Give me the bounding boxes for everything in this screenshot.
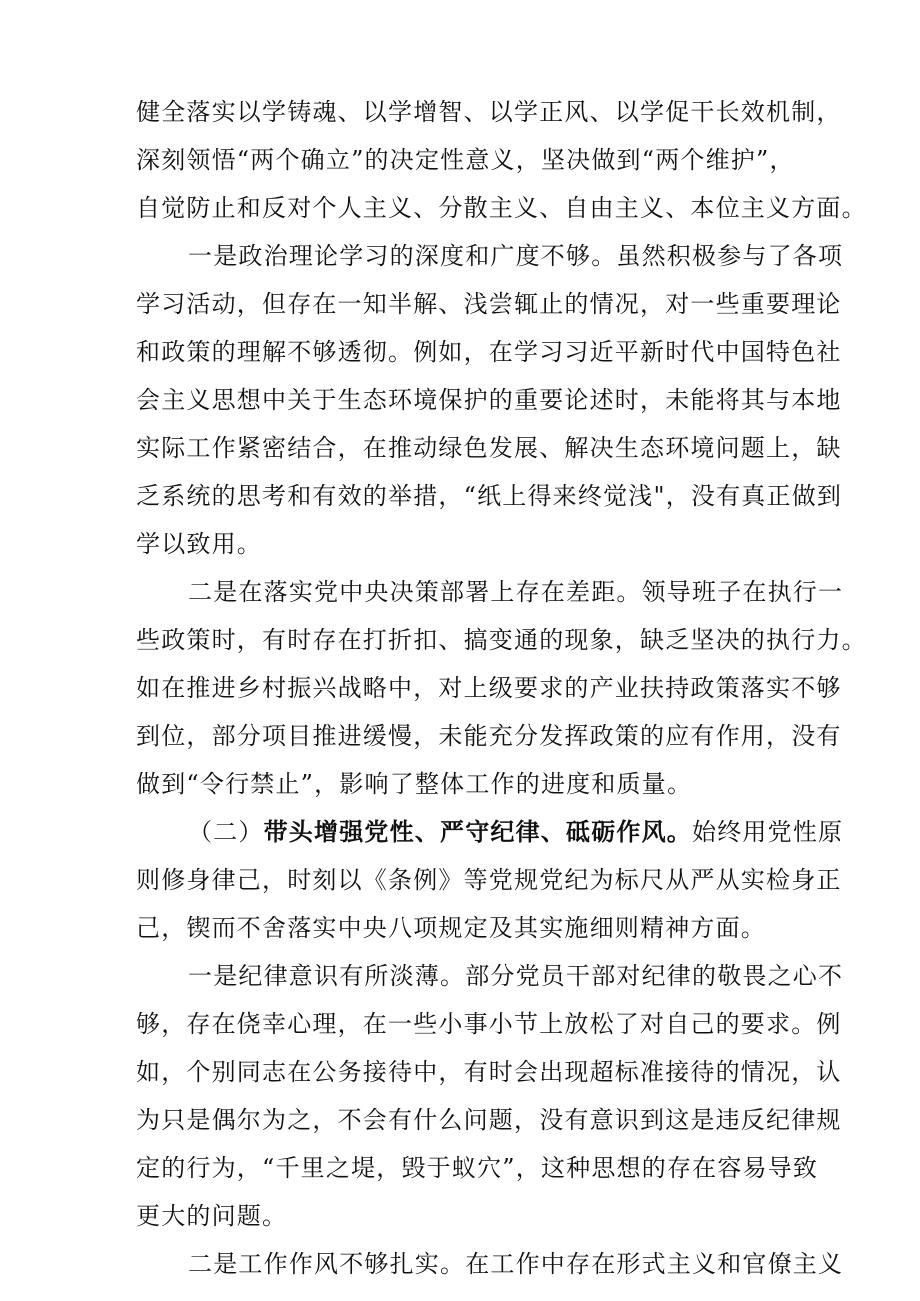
text-line: 如在推进乡村振兴战略中，对上级要求的产业扶持政策落实不够 [136,674,842,702]
text-line: 一是政治理论学习的深度和广度不够。虽然积极参与了各项 [188,242,844,270]
text-line: 如，个别同志在公务接待中，有时会出现超标准接待的情况，认 [136,1058,842,1086]
text-line: 乏系统的思考和有效的举措，“纸上得来终觉浅"，没有真正做到 [136,482,843,510]
paragraph-work-style [136,1240,844,1288]
text-line: 为只是偶尔为之，不会有什么问题，没有意识到这是违反纪律规 [136,1106,842,1134]
text-line: 学习活动，但存在一知半解、浅尝辄止的情况，对一些重要理论 [136,290,842,318]
text-line: 更大的问题。 [136,1202,288,1230]
text-line: 些政策时，有时存在打折扣、搞变通的现象，缺乏坚决的执行力。 [136,626,867,654]
paragraph-discipline [136,952,844,1240]
text-line: 到位，部分项目推进缓慢，未能充分发挥政策的应有作用，没有 [136,722,842,750]
paragraph-political-theory [136,232,844,568]
text-line: 一是纪律意识有所淡薄。部分党员干部对纪律的敬畏之心不 [188,962,844,990]
text-line: 定的行为，“千里之堤，毁于蚁穴”，这种思想的存在容易导致 [136,1154,819,1182]
text-line: 健全落实以学铸魂、以学增智、以学正风、以学促干长效机制， [136,98,842,126]
text-line: 自觉防止和反对个人主义、分散主义、自由主义、本位主义方面。 [136,194,867,222]
text-line: 己，锲而不舍落实中央八项规定及其实施细则精神方面。 [136,914,766,942]
text-line: 学以致用。 [136,530,262,558]
section-heading-two [136,808,844,952]
section-heading: 带头增强党性、严守纪律、砥砺作风。 [263,817,693,846]
text-line: 二是在落实党中央决策部署上存在差距。领导班子在执行一 [188,578,844,606]
text-line: 则修身律己，时刻以《条例》等党规党纪为标尺从严从实检身正 [136,866,842,894]
section-heading-line [136,808,844,856]
text-line: 会主义思想中关于生态环境保护的重要论述时，未能将其与本地 [136,386,842,414]
paragraph-policy-implementation [136,568,867,808]
text-line: 二是工作作风不够扎实。在工作中存在形式主义和官僚主义 [188,1250,844,1278]
section-number: （二） [188,818,264,846]
text-line: 做到“令行禁止”，影响了整体工作的进度和质量。 [136,770,693,798]
text-line: 够，存在侥幸心理，在一些小事小节上放松了对自己的要求。例 [136,1010,842,1038]
text-line: 实际工作紧密结合，在推动绿色发展、解决生态环境问题上，缺 [136,434,842,462]
text-line: 和政策的理解不够透彻。例如，在学习习近平新时代中国特色社 [136,338,842,366]
section-heading-rest: 始终用党性原 [692,818,844,846]
text-line: 深刻领悟“两个确立”的决定性意义，坚决做到“两个维护”， [136,146,795,174]
intro-paragraph [136,88,867,232]
document-body [136,88,867,1288]
